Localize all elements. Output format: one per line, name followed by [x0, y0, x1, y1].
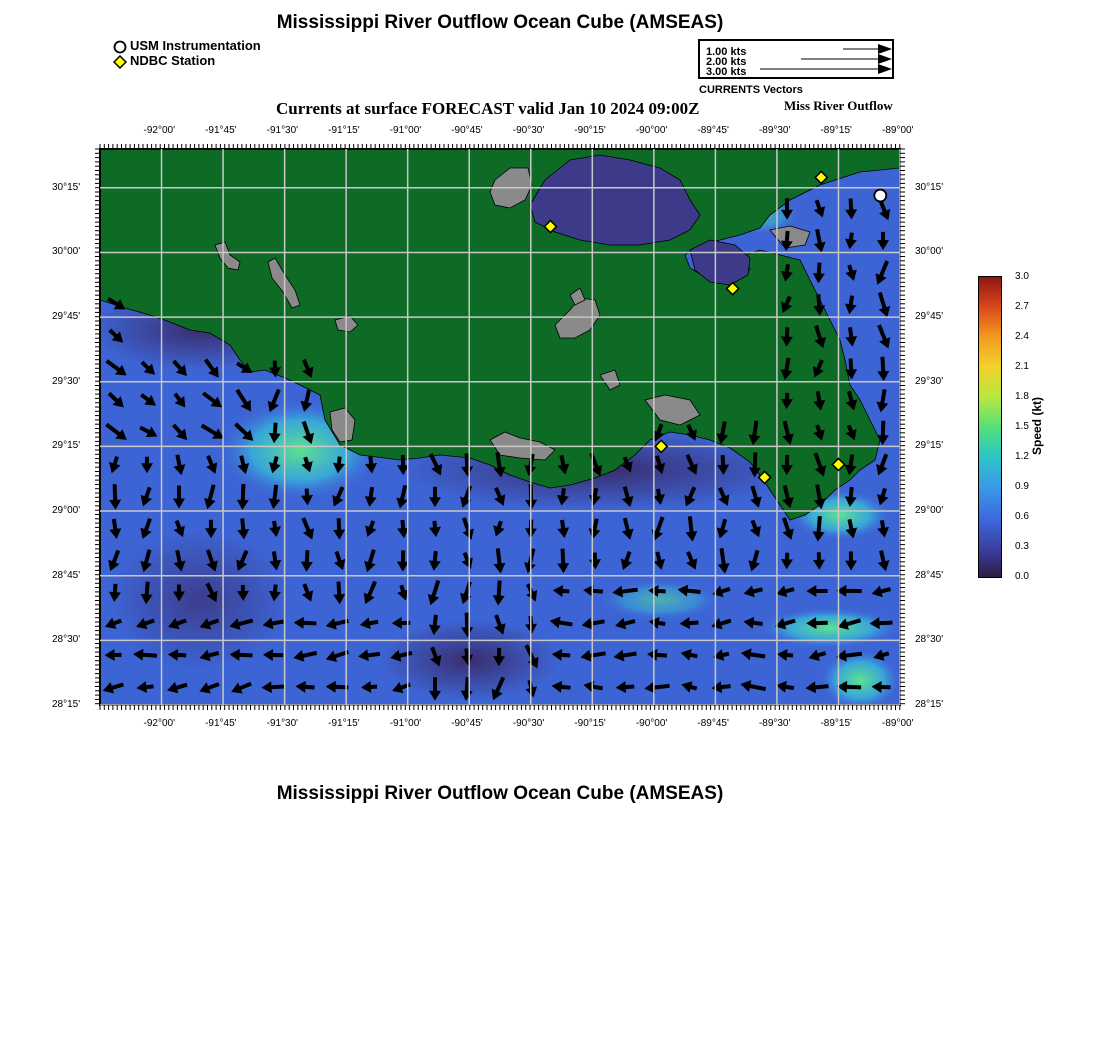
lon-tick-label: -89°30': [758, 125, 791, 136]
colorbar-tick-label: 0.6: [1015, 511, 1029, 522]
lat-tick-label: 30°15': [52, 181, 81, 193]
colorbar-tick-label: 1.8: [1015, 391, 1029, 402]
lat-tick-label: 28°15': [52, 699, 81, 710]
lon-tick-label: -89°00': [882, 125, 914, 136]
lat-tick-label: 28°30': [915, 634, 944, 646]
lat-tick-label: 30°00': [915, 246, 944, 258]
lon-tick-label: -90°00': [635, 125, 668, 136]
lon-tick-label: -89°15': [820, 718, 852, 729]
lat-tick-label: 28°15': [915, 699, 944, 710]
lon-tick-label: -90°00': [635, 718, 668, 729]
colorbar-tick-label: 2.7: [1015, 301, 1029, 312]
lat-tick-label: 29°30': [52, 375, 81, 387]
lat-tick-label: 29°15': [52, 440, 81, 452]
lat-tick-label: 28°45': [915, 569, 944, 581]
lat-tick-label: 28°30': [52, 634, 81, 646]
lat-tick-label: 30°15': [915, 181, 944, 193]
colorbar-tick-label: 0.9: [1015, 481, 1029, 492]
lat-tick-label: 28°45': [52, 569, 81, 581]
lon-tick-label: -90°45': [451, 718, 483, 729]
vector-scale-caption: CURRENTS Vectors: [699, 84, 803, 96]
colorbar-tick-label: 1.5: [1015, 421, 1029, 432]
lon-tick-label: -90°15': [574, 125, 606, 136]
speed-colorbar: [978, 276, 1002, 578]
lon-tick-label: -91°00': [389, 125, 422, 136]
lon-tick-label: -91°45': [205, 125, 237, 136]
lat-tick-label: 29°00': [52, 505, 81, 517]
map-subtitle: Currents at surface FORECAST valid Jan 10 2024 09:00Z: [276, 99, 700, 118]
vector-label-1: 1.00 kts: [706, 46, 747, 58]
colorbar-tick-label: 2.1: [1015, 361, 1029, 372]
colorbar-title: Speed (kt): [1030, 396, 1044, 455]
lat-tick-label: 29°15': [915, 440, 944, 452]
lat-tick-label: 29°30': [915, 375, 944, 387]
lat-tick-label: 29°00': [915, 505, 944, 517]
legend-ndbc-label: NDBC Station: [130, 53, 216, 68]
colorbar-tick-label: 0.3: [1015, 541, 1029, 552]
lon-tick-label: -90°30': [512, 718, 545, 729]
lon-tick-label: -91°45': [205, 718, 237, 729]
lat-tick-label: 29°45': [915, 311, 944, 323]
colorbar-tick-label: 0.0: [1015, 571, 1029, 582]
usm-station-marker: [874, 190, 886, 202]
lon-tick-label: -91°30': [266, 125, 299, 136]
map-body: [90, 149, 900, 710]
colorbar-tick-label: 1.2: [1015, 451, 1029, 462]
legend-usm-label: USM Instrumentation: [130, 38, 261, 53]
lon-tick-label: -89°30': [758, 718, 791, 729]
lon-tick-label: -89°45': [697, 125, 729, 136]
region-name: Miss River Outflow: [784, 98, 893, 113]
lon-tick-label: -90°45': [451, 125, 483, 136]
lon-tick-label: -92°00': [143, 718, 176, 729]
lon-tick-label: -90°15': [574, 718, 606, 729]
vector-label-2: 2.00 kts: [706, 56, 747, 68]
lon-tick-label: -89°15': [820, 125, 852, 136]
lon-tick-label: -91°15': [328, 125, 360, 136]
lon-tick-label: -90°30': [512, 125, 545, 136]
lon-tick-label: -89°00': [882, 718, 914, 729]
colorbar-tick-label: 3.0: [1015, 271, 1029, 282]
lat-tick-label: 30°00': [52, 246, 81, 258]
lat-tick-label: 29°45': [52, 311, 81, 323]
vector-label-3: 3.00 kts: [706, 66, 747, 78]
lon-tick-label: -91°00': [389, 718, 422, 729]
lon-tick-label: -91°15': [328, 718, 360, 729]
lon-tick-label: -89°45': [697, 718, 729, 729]
lon-tick-label: -91°30': [266, 718, 299, 729]
map-title-bottom: Mississippi River Outflow Ocean Cube (AMSEAS): [276, 783, 724, 804]
colorbar-tick-label: 2.4: [1015, 331, 1029, 342]
lon-tick-label: -92°00': [143, 125, 176, 136]
map-title: Mississippi River Outflow Ocean Cube (AMSEAS): [276, 12, 724, 33]
